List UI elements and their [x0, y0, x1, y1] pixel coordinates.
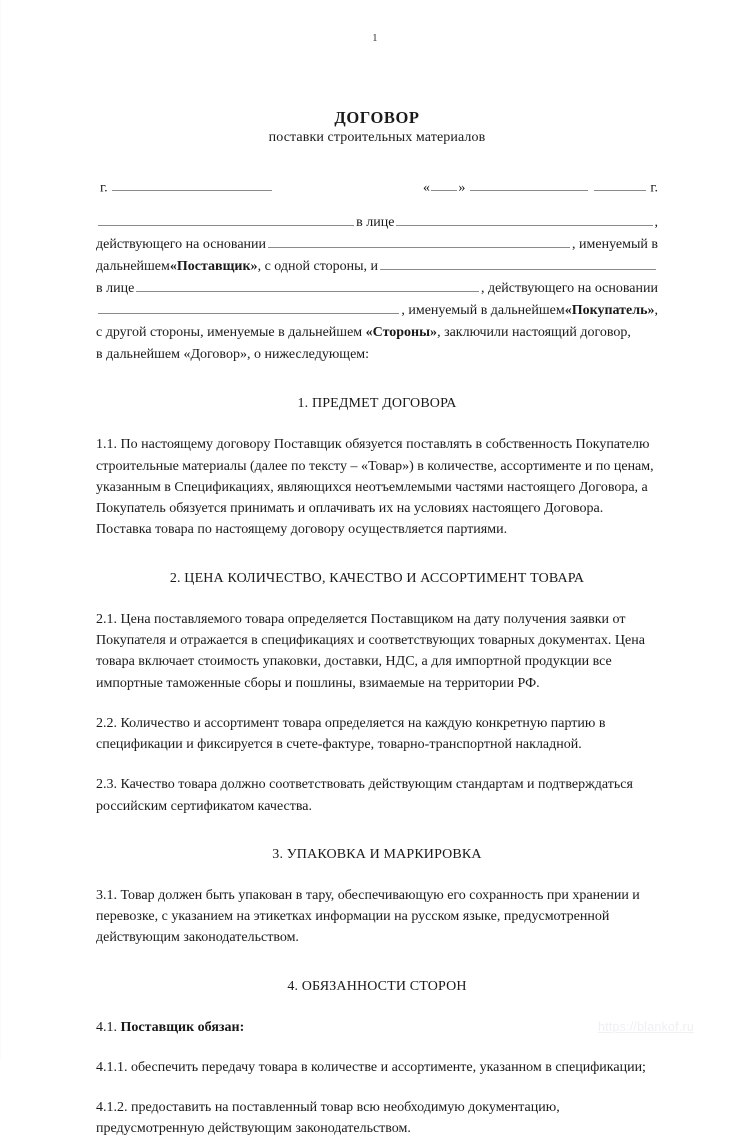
parties-block	[96, 212, 658, 367]
day-blank-rule[interactable]	[431, 178, 457, 191]
buyer-name-blank-rule[interactable]	[380, 257, 656, 270]
parties-line-4-label: в лице	[96, 280, 135, 296]
parties-line-1-comma: ,	[654, 214, 659, 230]
clause-4-1	[96, 1017, 658, 1038]
document-content	[96, 108, 658, 1140]
clause-3-1: 3.1. Товар должен быть упакован в тару, обеспечивающую его сохранность при хранении и перевозке, с указанием на этикетках информации на русском языке, предусмотренной действующим законодательством.	[96, 887, 640, 946]
year-blank-rule[interactable]	[594, 178, 646, 191]
section-heading-1: 1. ПРЕДМЕТ ДОГОВОРА	[297, 396, 457, 412]
parties-line-2	[96, 234, 658, 256]
parties-line-4	[96, 278, 658, 300]
parties-line-1-label: в лице	[356, 214, 395, 230]
buyer-rep-blank-rule[interactable]	[136, 279, 479, 292]
parties-line-6	[96, 322, 658, 344]
section-heading-4: 4. ОБЯЗАННОСТИ СТОРОН	[287, 978, 467, 994]
parties-line-5-end: ,	[654, 303, 658, 319]
supplier-name-blank-rule[interactable]	[98, 213, 354, 226]
site-watermark: https://blankof.ru	[597, 1020, 694, 1034]
clause-4-1-1: 4.1.1. обеспечить передачу товара в количестве и ассортименте, указанном в спецификации;	[96, 1059, 646, 1075]
clause-2-2: 2.2. Количество и ассортимент товара определяется на каждую конкретную партию в спецификации и фиксируется в счете-фактуре, товарно-транспортной накладной.	[96, 715, 606, 753]
date-open-quote: «	[423, 179, 431, 195]
parties-line-2-label: действующего на основании	[96, 236, 267, 252]
section-heading-3: 3. УПАКОВКА И МАРКИРОВКА	[272, 846, 482, 862]
date-close-quote: »	[458, 179, 466, 195]
city-field[interactable]	[100, 178, 273, 196]
supplier-term: «Поставщик»	[169, 258, 258, 274]
parties-line-5-tail: , именуемый в дальнейшем	[401, 303, 565, 319]
buyer-basis-blank-rule[interactable]	[98, 301, 399, 314]
supplier-rep-blank-rule[interactable]	[396, 213, 652, 226]
parties-line-6-tail: , заключили настоящий договор,	[437, 325, 631, 341]
parties-line-6-label: с другой стороны, именуемые в дальнейшем	[96, 325, 366, 341]
parties-line-4-tail: , действующего на основании	[480, 280, 658, 296]
parties-line-3-label: дальнейшем	[96, 258, 170, 274]
parties-line-5	[96, 300, 658, 322]
parties-line-1	[96, 212, 658, 234]
year-suffix-label: г.	[650, 179, 658, 195]
clause-4-1-2: 4.1.2. предоставить на поставленный товар всю необходимую документацию, предусмотренную действующим законодательством.	[96, 1100, 560, 1137]
buyer-term: «Покупатель»	[564, 303, 655, 319]
document-subtitle: поставки строительных материалов	[268, 130, 486, 146]
document-title: ДОГОВОР	[334, 108, 420, 127]
city-blank-rule[interactable]	[112, 178, 272, 191]
city-date-line	[96, 178, 658, 198]
clause-2-3: 2.3. Качество товара должно соответствовать действующим стандартам и подтверждаться российским сертификатом качества.	[96, 777, 633, 814]
date-field[interactable]	[423, 178, 658, 196]
month-blank-rule[interactable]	[470, 178, 588, 191]
parties-line-3-tail: , с одной стороны, и	[257, 258, 379, 274]
clause-2-1: 2.1. Цена поставляемого товара определяется Поставщиком на дату получения заявки от Покупателя и отражается в спецификациях и соответствующих товарных документах. Цена товара включает стоимость упаковки, доставки, НДС, а для импортной продукции все импортные таможенные сборы и пошлины, взимаемые на территории РФ.	[96, 611, 645, 691]
clause-4-1-prefix: 4.1.	[96, 1019, 121, 1035]
supplier-basis-blank-rule[interactable]	[268, 235, 570, 248]
city-label: г.	[100, 179, 108, 195]
sides-term: «Стороны»	[365, 325, 438, 341]
parties-line-7: в дальнейшем «Договор», о нижеследующем:	[96, 347, 370, 363]
parties-line-3	[96, 256, 658, 278]
clause-4-1-bold: Поставщик обязан:	[120, 1019, 245, 1035]
clause-1-1: 1.1. По настоящему договору Поставщик обязуется поставлять в собственность Покупателю строительные материалы (далее по тексту – «Товар») в количестве, ассортименте и по ценам, указанным в Спецификациях, являющихся неотъемлемыми частями настоящего Договора, а Покупатель обязуется принимать и оплачивать их на условиях настоящего Договора. Поставка товара по настоящему договору осуществляется партиями.	[96, 437, 654, 538]
parties-line-2-tail: , именуемый в	[572, 236, 658, 252]
page-number: 1	[372, 33, 378, 44]
section-heading-2: 2. ЦЕНА КОЛИЧЕСТВО, КАЧЕСТВО И АССОРТИМЕНТ ТОВАРА	[169, 570, 585, 586]
